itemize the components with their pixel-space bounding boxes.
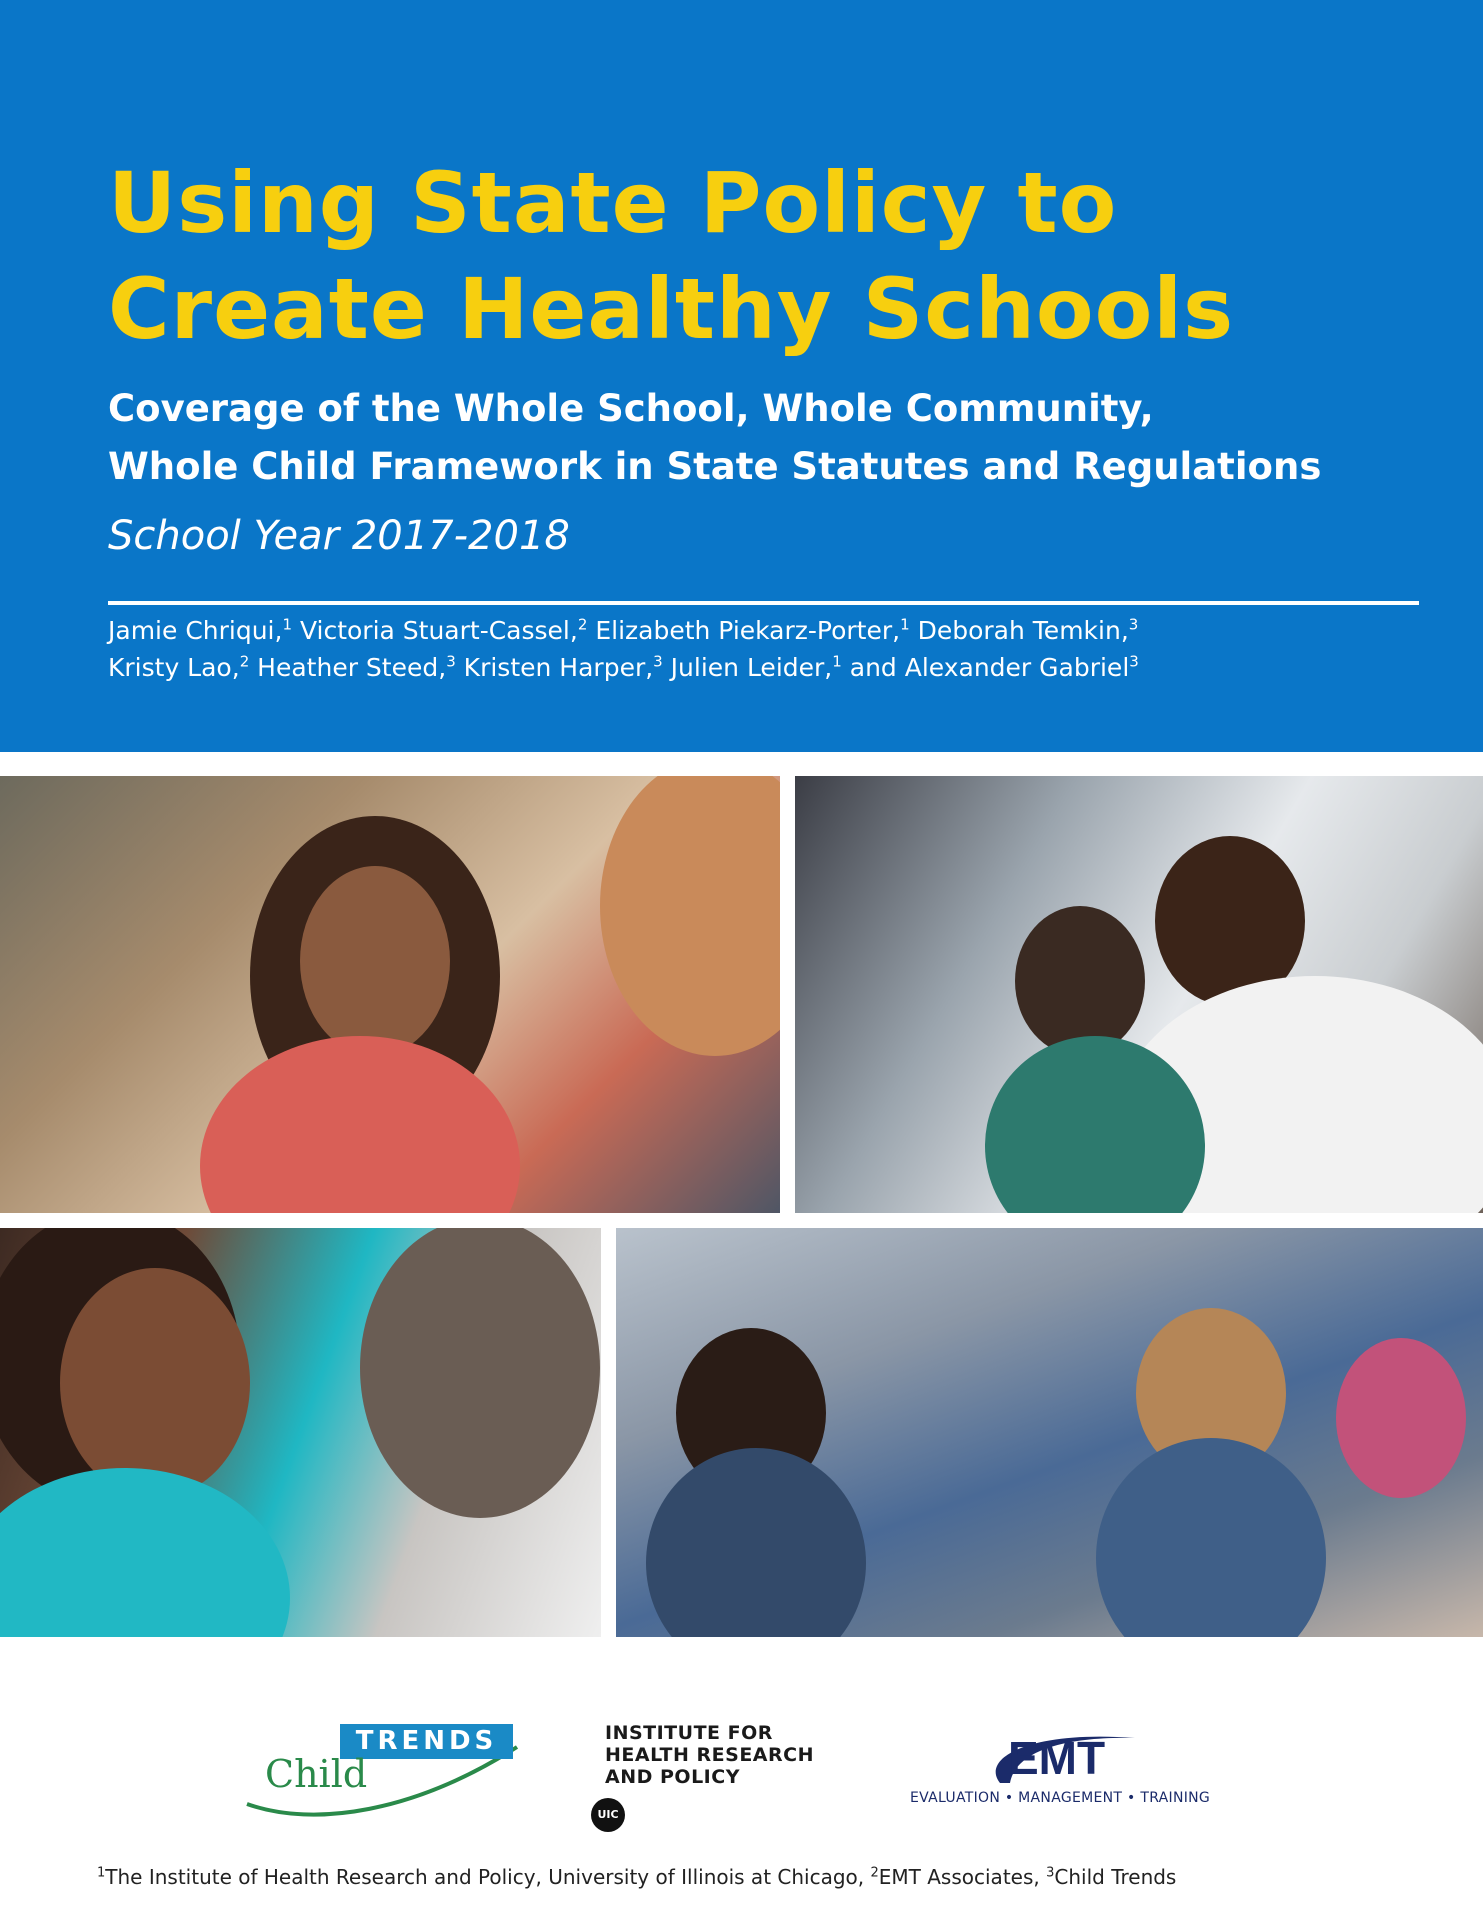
emt-logo — [910, 1728, 1211, 1818]
affiliations-footnote — [97, 1862, 1176, 1892]
childtrends-trends: TRENDS — [340, 1724, 513, 1759]
footnote-marker: 2 — [870, 1865, 879, 1881]
photo-subject — [1336, 1338, 1466, 1498]
author-affiliation: 1 — [282, 615, 292, 634]
photo-cafeteria-students — [0, 776, 780, 1213]
report-subtitle — [108, 380, 1448, 496]
author-name: Jamie Chriqui, — [108, 616, 283, 645]
subtitle-line-1: Coverage of the Whole School, Whole Community, — [108, 387, 1154, 430]
author-name: Victoria Stuart-Cassel, — [292, 616, 578, 645]
subtitle-line-2: Whole Child Framework in State Statutes and Regulations — [108, 445, 1322, 488]
author-name: Kristy Lao, — [108, 653, 240, 682]
photo-subject — [300, 866, 450, 1056]
author-name: Julien Leider, — [662, 653, 833, 682]
author-list — [108, 612, 1448, 686]
report-title — [108, 150, 1408, 362]
footnote-marker: 1 — [97, 1865, 106, 1881]
author-affiliation: 3 — [1129, 652, 1139, 671]
author-affiliation: 2 — [239, 652, 250, 671]
author-name: Kristen Harper, — [455, 653, 654, 682]
photo-subject — [646, 1448, 866, 1637]
school-year: School Year 2017-2018 — [108, 513, 570, 559]
title-line-2: Create Healthy Schools — [108, 260, 1235, 358]
photo-subject — [60, 1268, 250, 1498]
footnote-text: Child Trends — [1054, 1865, 1177, 1889]
footnote-text: The Institute of Health Research and Policy, University of Illinois at Chicago, — [105, 1865, 871, 1889]
photo-subject — [1015, 906, 1145, 1056]
photo-subject — [360, 1228, 600, 1518]
author-line-2 — [108, 649, 1448, 686]
ihrp-logo — [597, 1722, 845, 1832]
author-name: Deborah Temkin, — [909, 616, 1129, 645]
author-affiliation: 3 — [653, 652, 663, 671]
ihrp-line-1: INSTITUTE FOR — [605, 1722, 773, 1744]
author-affiliation: 2 — [577, 615, 588, 634]
author-name: Elizabeth Piekarz-Porter, — [587, 616, 901, 645]
footnote-text: EMT Associates, — [878, 1865, 1047, 1889]
author-affiliation: 3 — [1128, 615, 1139, 634]
cover-banner — [0, 0, 1483, 752]
photo-subject — [600, 776, 780, 1056]
childtrends-logo — [245, 1724, 520, 1804]
footnote-marker: 3 — [1046, 1865, 1055, 1881]
emt-wordmark: EMT — [1008, 1732, 1106, 1784]
author-affiliation: 3 — [446, 652, 456, 671]
author-affiliation: 1 — [900, 615, 910, 634]
childtrends-child: Child — [265, 1752, 368, 1796]
photo-subject — [0, 1468, 290, 1637]
author-line-1 — [108, 612, 1448, 649]
photo-teacher-student — [795, 776, 1483, 1213]
divider — [108, 601, 1419, 605]
emt-tagline: EVALUATION • MANAGEMENT • TRAINING — [910, 1790, 1211, 1806]
uic-badge-icon: UIC — [591, 1798, 625, 1832]
photo-child-checkup — [0, 1228, 601, 1637]
author-name: and Alexander Gabriel — [841, 653, 1130, 682]
photo-classroom-stretch — [616, 1228, 1483, 1637]
partner-logos — [0, 1700, 1483, 1840]
author-affiliation: 1 — [832, 652, 842, 671]
ihrp-line-2: HEALTH RESEARCH — [605, 1744, 814, 1766]
photo-subject — [1096, 1438, 1326, 1637]
author-name: Heather Steed, — [249, 653, 447, 682]
ihrp-line-3: AND POLICY — [605, 1766, 740, 1788]
title-line-1: Using State Policy to — [108, 154, 1118, 252]
